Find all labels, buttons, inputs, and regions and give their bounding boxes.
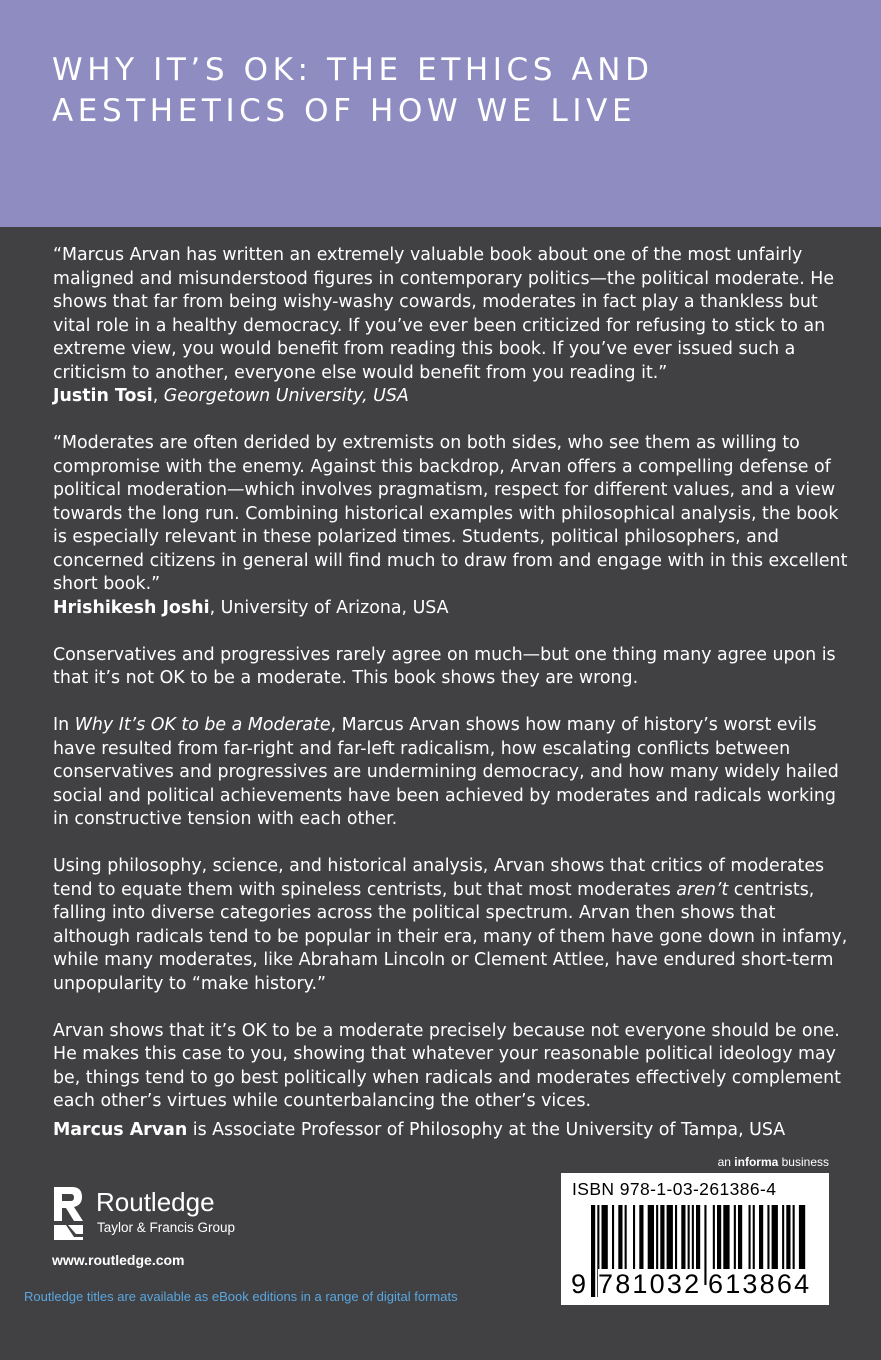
isbn-label: ISBN 978-1-03-261386-4 xyxy=(572,1179,777,1199)
informa-bold: informa xyxy=(734,1155,779,1169)
informa-post: business xyxy=(778,1155,829,1169)
p3-pre: Using philosophy, science, and historical analysis, Arvan shows that critics of moderates tend to equate them with spineless centrists, but that most moderates xyxy=(53,856,825,900)
description-paragraph-2 xyxy=(53,714,853,832)
p3-post: centrists, falling into diverse categories across the political spectrum. Arvan then shows that although radicals tend to be popular in their era, many of them have gone down in infamy, while many moderates, like Abraham Lincoln or Clement Attlee, have endured short-term unpopularity to “make history.” xyxy=(53,879,848,994)
p3-emphasis: aren’t xyxy=(676,879,729,900)
ebook-note: Routledge titles are available as eBook editions in a range of digital formats xyxy=(24,1289,458,1304)
publisher-name: Routledge xyxy=(96,1187,215,1217)
series-title xyxy=(52,50,852,132)
endorsement-2-text: “Moderates are often derided by extremists on both sides, who see them as willing to compromise with the enemy. Against this backdrop, Arvan offers a compelling defense of political moderation—which involves pragmatism, respect for different values, and a view towards the long run. Combining historical examples with philosophical analysis, the book is especially relevant in these polarized times. Students, political philosophers, and concerned citizens in general will find much to draw from and engage with in this excellent short book.” xyxy=(53,433,848,594)
endorsement-2-affiliation: University of Arizona, USA xyxy=(220,597,449,618)
series-title-line-1: WHY IT’S OK: THE ETHICS AND xyxy=(52,52,654,88)
description-paragraph-1: Conservatives and progressives rarely agree on much—but one thing many agree upon is that it’s not OK to be a moderate. This book shows they are wrong. xyxy=(53,644,836,688)
barcode-digits xyxy=(561,1269,829,1303)
endorsement-1-name: Justin Tosi xyxy=(53,386,153,406)
endorsement-1 xyxy=(53,244,853,409)
barcode-digits-left: 781032 xyxy=(598,1269,702,1299)
p2-book-title: Why It’s OK to be a Moderate xyxy=(74,715,331,735)
informa-pre: an xyxy=(717,1155,735,1169)
isbn-barcode xyxy=(561,1173,829,1305)
author-name: Marcus Arvan xyxy=(53,1120,188,1140)
p2-pre: In xyxy=(53,715,75,735)
routledge-logo-mark-icon xyxy=(52,1185,86,1241)
barcode-digit-lead: 9 xyxy=(571,1269,587,1299)
series-title-line-2: AESTHETICS OF HOW WE LIVE xyxy=(52,93,637,129)
p2-post: , Marcus Arvan shows how many of history’s worst evils have resulted from far-right and far-left radicalism, how escalating conflicts between conservatives and progressives are undermining democracy, and how many widely hailed social and political achievements have been achieved by moderates and radicals working in constructive tension with each other. xyxy=(53,715,839,829)
endorsement-1-attribution: Justin Tosi, Georgetown University, USA xyxy=(53,386,409,406)
informa-business-tagline xyxy=(718,1155,829,1169)
endorsement-2 xyxy=(53,432,853,620)
endorsement-1-text: “Marcus Arvan has written an extremely valuable book about one of the most unfairly maligned and misunderstood figures in contemporary politics—the political moderate. He shows that far from being wishy-washy cowards, moderates in fact play a thankless but vital role in a healthy democracy. If you’ve ever been criticized for refusing to stick to an extreme view, you would benefit from reading this book. If you’ve ever issued such a criticism to another, everyone else would benefit from you reading it.” xyxy=(53,245,835,383)
endorsement-2-name: Hrishikesh Joshi xyxy=(53,597,210,618)
publisher-website[interactable]: www.routledge.com xyxy=(52,1252,185,1268)
author-bio xyxy=(53,1119,833,1143)
endorsement-2-attribution: Hrishikesh Joshi, University of Arizona, USA xyxy=(53,597,449,618)
routledge-logo xyxy=(52,1185,312,1245)
endorsement-1-affiliation: Georgetown University, USA xyxy=(163,386,409,406)
series-header-band xyxy=(0,0,881,227)
description-paragraph-4: Arvan shows that it’s OK to be a moderate precisely because not everyone should be one. He makes this case to you, showing that whatever your reasonable political ideology may be, things tend to go best politically when radicals and moderates effectively complement each other’s virtues while counterbalancing the other’s vices. xyxy=(53,1020,841,1111)
publisher-group: Taylor & Francis Group xyxy=(97,1220,236,1235)
back-cover-text xyxy=(53,244,853,1137)
description-paragraph-3 xyxy=(53,855,853,996)
barcode-digits-right: 613864 xyxy=(708,1269,812,1299)
author-bio-text: is Associate Professor of Philosophy at the University of Tampa, USA xyxy=(187,1120,786,1140)
